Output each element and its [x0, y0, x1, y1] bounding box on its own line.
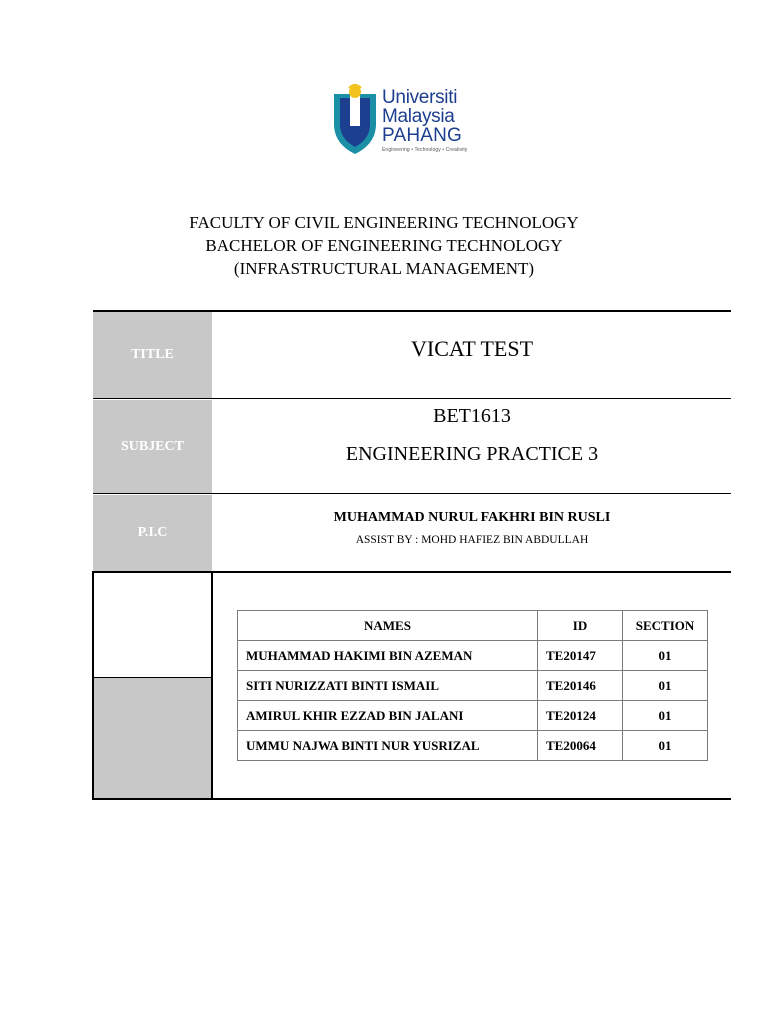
members-table: [237, 610, 708, 761]
table-row: [238, 701, 708, 731]
table-row: [238, 731, 708, 761]
row-divider: [93, 493, 731, 494]
names-header: NAMES: [238, 611, 538, 641]
logo-line-3: PAHANG: [382, 125, 463, 146]
member-id: TE20147: [538, 641, 623, 671]
member-section: 01: [623, 641, 708, 671]
table-row: [238, 671, 708, 701]
pic-assist: ASSIST BY : MOHD HAFIEZ BIN ABDULLAH: [355, 534, 589, 546]
members-left-shaded-cell: [93, 678, 213, 800]
subject-label: SUBJECT: [93, 400, 212, 493]
table-bottom-border: [93, 798, 731, 800]
pic-row: [93, 495, 731, 571]
member-id: TE20146: [538, 671, 623, 701]
member-name: AMIRUL KHIR EZZAD BIN JALANI: [238, 701, 538, 731]
faculty-heading: [0, 211, 768, 280]
table-row: [238, 641, 708, 671]
logo-line-2: Malaysia: [382, 106, 455, 127]
faculty-line-2: BACHELOR OF ENGINEERING TECHNOLOGY: [205, 236, 563, 255]
table-header-row: [238, 611, 708, 641]
member-section: 01: [623, 731, 708, 761]
faculty-line-1: FACULTY OF CIVIL ENGINEERING TECHNOLOGY: [189, 213, 579, 232]
member-name: SITI NURIZZATI BINTI ISMAIL: [238, 671, 538, 701]
pic-label: P.I.C: [93, 495, 212, 571]
section-header: SECTION: [623, 611, 708, 641]
logo-tagline: Engineering • Technology • Creativity: [382, 147, 468, 153]
university-logo: [330, 84, 475, 156]
members-left-blank-cell: [93, 572, 213, 677]
member-name: UMMU NAJWA BINTI NUR YUSRIZAL: [238, 731, 538, 761]
logo-line-1: Universiti: [382, 87, 458, 108]
table-top-border: [93, 310, 731, 312]
member-name: MUHAMMAD HAKIMI BIN AZEMAN: [238, 641, 538, 671]
report-title: VICAT TEST: [410, 336, 534, 361]
title-label: TITLE: [93, 312, 212, 398]
pic-name: MUHAMMAD NURUL FAKHRI BIN RUSLI: [333, 510, 611, 525]
members-left-divider: [93, 677, 213, 678]
member-id: TE20124: [538, 701, 623, 731]
row-divider: [93, 571, 731, 573]
subject-name: ENGINEERING PRACTICE 3: [345, 443, 599, 465]
subject-code: BET1613: [433, 405, 511, 427]
member-section: 01: [623, 671, 708, 701]
member-id: TE20064: [538, 731, 623, 761]
members-column-border: [211, 571, 213, 800]
ump-shield-icon: [330, 84, 380, 156]
member-section: 01: [623, 701, 708, 731]
row-divider: [93, 398, 731, 399]
id-header: ID: [538, 611, 623, 641]
faculty-line-3: (INFRASTRUCTURAL MANAGEMENT): [233, 259, 535, 278]
members-left-border: [92, 571, 94, 800]
